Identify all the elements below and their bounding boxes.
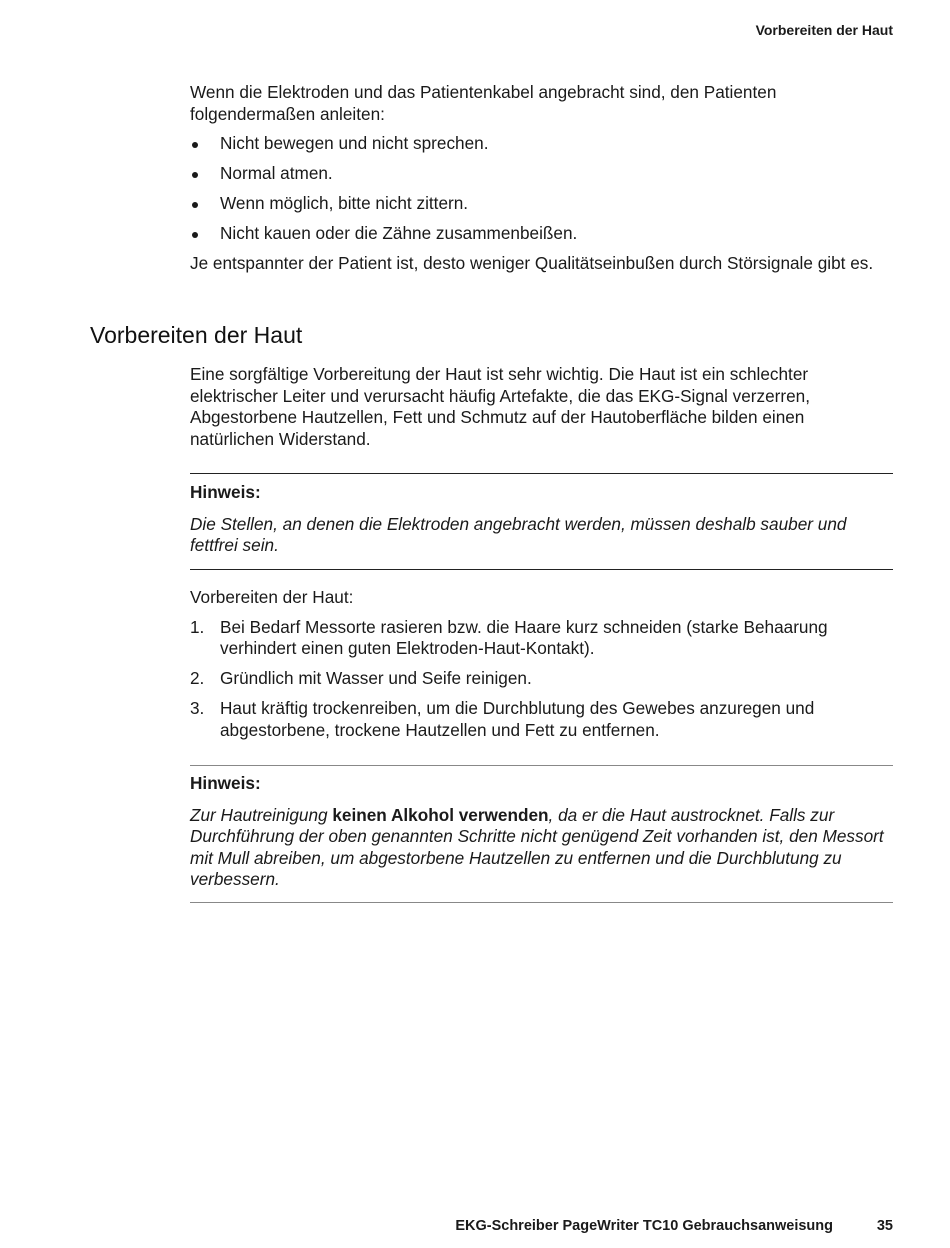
step-text: Gründlich mit Wasser und Seife reinigen. bbox=[220, 668, 532, 688]
footer-doc-title: EKG-Schreiber PageWriter TC10 Gebrauchsanweisung bbox=[455, 1218, 833, 1234]
list-item-text: Wenn möglich, bitte nicht zittern. bbox=[220, 193, 469, 213]
steps-intro: Vorbereiten der Haut: bbox=[190, 587, 354, 607]
note-box bbox=[190, 473, 893, 570]
page-number: 35 bbox=[876, 1218, 893, 1234]
section-paragraph: Eine sorgfältige Vorbereitung der Haut ist sehr wichtig. Die Haut ist ein schlechter elektrischer Leiter und verursacht häufig Artefakte, die das EKG-Signal verzerren, Abgestorbene Hautzellen, Fett und Schmutz auf der Hautoberfläche bilden einen natürlichen Widerstand. bbox=[190, 364, 811, 449]
list-item bbox=[190, 163, 893, 185]
note-text-end: , da er die Haut austrocknet. Falls zur Durchführung der oben genannten Schritte nicht genügend Zeit vorhanden ist, den Messort mit Mull abreiben, um abgestorbene Hautzellen zu entfernen und die Durchblutung zu verbessern. bbox=[190, 804, 884, 889]
note-label: Hinweis: bbox=[190, 773, 261, 793]
list-item bbox=[190, 617, 893, 660]
note-label: Hinweis: bbox=[190, 482, 261, 502]
list-item bbox=[190, 193, 893, 215]
note-text-emphasis: keinen Alkohol verwenden bbox=[332, 804, 549, 825]
step-text: Bei Bedarf Messorte rasieren bzw. die Haare kurz schneiden (starke Behaarung verhindert einen guten Elektroden-Haut-Kontakt). bbox=[220, 616, 828, 658]
step-text: Haut kräftig trockenreiben, um die Durchblutung des Gewebes anzuregen und abgestorbene, trockene Hautzellen und Fett zu entfernen. bbox=[220, 698, 815, 740]
bullet-icon bbox=[192, 232, 198, 238]
instruction-list bbox=[190, 133, 893, 245]
step-number: 2. bbox=[190, 668, 205, 688]
note-text: Die Stellen, an denen die Elektroden angebracht werden, müssen deshalb sauber und fettfrei sein. bbox=[190, 513, 847, 555]
running-header: Vorbereiten der Haut bbox=[755, 22, 893, 38]
bullet-icon bbox=[192, 202, 198, 208]
intro-closing: Je entspannter der Patient ist, desto weniger Qualitätseinbußen durch Störsignale gibt es. bbox=[190, 252, 874, 273]
step-number: 3. bbox=[190, 698, 205, 718]
intro-paragraph: Wenn die Elektroden und das Patientenkabel angebracht sind, den Patienten folgendermaßen anleiten: bbox=[190, 82, 777, 124]
intro-block bbox=[190, 82, 893, 274]
section-body bbox=[190, 364, 893, 450]
note-text bbox=[190, 805, 893, 891]
note-text-start: Zur Hautreinigung bbox=[190, 804, 333, 825]
list-item-text: Nicht bewegen und nicht sprechen. bbox=[220, 133, 489, 153]
steps-list bbox=[190, 617, 893, 742]
bullet-icon bbox=[192, 142, 198, 148]
steps-block bbox=[190, 587, 893, 750]
list-item bbox=[190, 223, 893, 245]
section-title: Vorbereiten der Haut bbox=[90, 322, 303, 348]
list-item bbox=[190, 668, 893, 690]
note-box-alcohol bbox=[190, 765, 893, 903]
step-number: 1. bbox=[190, 616, 205, 637]
list-item-text: Nicht kauen oder die Zähne zusammenbeißen. bbox=[220, 223, 578, 243]
list-item bbox=[190, 698, 893, 741]
list-item-text: Normal atmen. bbox=[220, 163, 333, 183]
list-item bbox=[190, 133, 893, 155]
bullet-icon bbox=[192, 172, 198, 178]
